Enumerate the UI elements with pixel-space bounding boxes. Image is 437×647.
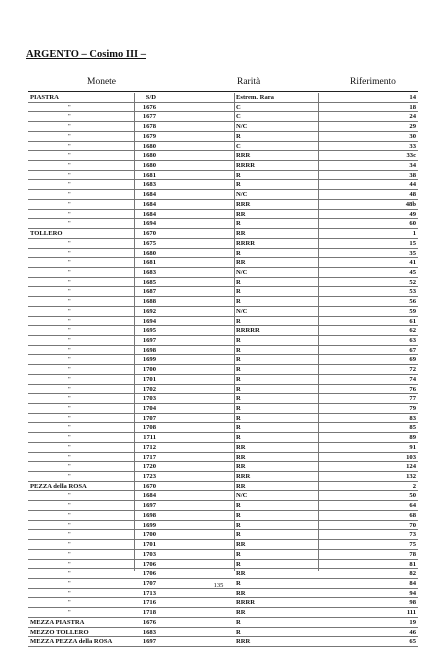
rarity-cell: R <box>236 220 241 228</box>
rarity-cell: R <box>236 579 241 587</box>
year-cell: 1712 <box>142 443 156 451</box>
reference-cell: 35 <box>409 249 416 257</box>
year-cell: 1697 <box>142 638 156 646</box>
year-cell: 1681 <box>142 171 156 179</box>
coin-name-cell: " <box>68 375 71 383</box>
rarity-cell: R <box>236 385 241 393</box>
rarity-cell: R <box>236 298 241 306</box>
table-row <box>28 200 418 210</box>
rarity-cell: R <box>236 366 241 374</box>
table-row <box>28 521 418 531</box>
rarity-cell: RR <box>236 230 246 238</box>
reference-cell: 124 <box>406 463 416 471</box>
year-cell: 1680 <box>142 142 156 150</box>
page-number: 135 <box>213 582 224 589</box>
year-cell: 1692 <box>142 307 156 315</box>
table-row <box>28 443 418 453</box>
reference-cell: 44 <box>409 181 416 189</box>
coin-name-cell: " <box>68 385 71 393</box>
coin-name-cell: " <box>68 521 71 529</box>
year-cell: 1670 <box>142 482 156 490</box>
coin-name-cell: TOLLERO <box>30 230 63 238</box>
table-row <box>28 336 418 346</box>
year-cell: 1703 <box>142 395 156 403</box>
year-cell: 1683 <box>142 181 156 189</box>
reference-cell: 63 <box>409 336 416 344</box>
reference-cell: 30 <box>409 132 416 140</box>
coin-name-cell: " <box>68 220 71 228</box>
year-cell: 1703 <box>142 550 156 558</box>
table-row <box>28 560 418 570</box>
table-row <box>28 394 418 404</box>
coin-name-cell: " <box>68 200 71 208</box>
rarity-cell: RRR <box>236 638 251 646</box>
year-cell: 1713 <box>142 589 156 597</box>
year-cell: 1702 <box>142 385 156 393</box>
rarity-cell: RR <box>236 210 246 218</box>
year-cell: 1711 <box>143 434 156 442</box>
year-cell: 1678 <box>142 123 156 131</box>
rarity-cell: RR <box>236 463 246 471</box>
coin-name-cell: " <box>68 443 71 451</box>
table-row <box>28 414 418 424</box>
table-row <box>28 355 418 365</box>
reference-cell: 52 <box>409 278 416 286</box>
reference-cell: 89 <box>409 434 416 442</box>
table-row <box>28 482 418 492</box>
reference-cell: 45 <box>409 268 416 276</box>
rarity-cell: RRRRR <box>236 327 260 335</box>
coin-name-cell: " <box>68 473 71 481</box>
rarity-cell: RR <box>236 609 246 617</box>
coin-name-cell: " <box>68 181 71 189</box>
coin-name-cell: " <box>68 405 71 412</box>
table-row <box>28 365 418 375</box>
reference-cell: 69 <box>409 356 416 364</box>
year-cell: 1697 <box>142 336 156 344</box>
reference-cell: 82 <box>409 570 416 578</box>
table-row <box>28 404 418 414</box>
table-row <box>28 210 418 220</box>
table-row <box>28 112 418 122</box>
table-row <box>28 258 418 268</box>
reference-cell: 50 <box>409 492 416 500</box>
table-row <box>28 229 418 239</box>
rarity-cell: R <box>236 560 241 568</box>
year-cell: 1716 <box>142 599 156 607</box>
coin-name-cell: " <box>68 579 71 587</box>
table-row <box>28 307 418 317</box>
rarity-cell: RRRR <box>236 599 256 607</box>
rarity-cell: N/C <box>236 268 248 276</box>
table-row <box>28 249 418 259</box>
table-row <box>28 589 418 599</box>
year-cell: 1679 <box>142 132 156 140</box>
reference-cell: 75 <box>409 541 416 549</box>
coin-name-cell: " <box>68 414 71 422</box>
coin-name-cell: PIASTRA <box>30 94 59 101</box>
rarity-cell: R <box>236 424 241 432</box>
year-cell: 1680 <box>142 152 156 160</box>
year-cell: 1701 <box>142 541 156 549</box>
coin-name-cell: " <box>68 346 71 354</box>
rarity-cell: N/C <box>236 191 248 199</box>
rarity-cell: R <box>236 618 241 626</box>
coin-name-cell: " <box>68 249 71 257</box>
header-rarita: Rarità <box>237 77 261 87</box>
reference-cell: 98 <box>409 599 416 607</box>
coin-name-cell: " <box>68 589 71 597</box>
year-cell: 1701 <box>142 375 156 383</box>
year-cell: 1698 <box>142 511 156 519</box>
rarity-cell: R <box>236 181 241 189</box>
rarity-cell: R <box>236 434 241 442</box>
rarity-cell: RR <box>236 259 246 267</box>
rarity-cell: RR <box>236 482 246 490</box>
rarity-cell: R <box>236 550 241 558</box>
table-row <box>28 297 418 307</box>
year-cell: 1694 <box>142 220 156 228</box>
reference-cell: 14 <box>409 94 416 101</box>
table-row <box>28 278 418 288</box>
table-row <box>28 317 418 327</box>
year-cell: 1684 <box>142 191 156 199</box>
coin-name-cell: " <box>68 327 71 335</box>
reference-cell: 33 <box>409 142 416 150</box>
reference-cell: 60 <box>409 220 416 228</box>
table-row <box>28 219 418 229</box>
rarity-cell: R <box>236 132 241 140</box>
coin-name-cell: " <box>68 210 71 218</box>
table-row <box>28 93 418 103</box>
coin-name-cell: " <box>68 599 71 607</box>
reference-cell: 79 <box>409 405 416 412</box>
reference-cell: 91 <box>409 443 416 451</box>
table-row <box>28 491 418 501</box>
table-row <box>28 501 418 511</box>
reference-cell: 85 <box>409 424 416 432</box>
coin-name-cell: " <box>68 162 71 170</box>
coin-name-cell: " <box>68 113 71 121</box>
coin-name-cell: " <box>68 317 71 325</box>
table-row <box>28 180 418 190</box>
rarity-cell: RRRR <box>236 162 256 170</box>
year-cell: 1706 <box>142 570 156 578</box>
reference-cell: 76 <box>409 385 416 393</box>
year-cell: 1680 <box>142 162 156 170</box>
coin-name-cell: " <box>68 531 71 539</box>
table-row <box>28 151 418 161</box>
table-row <box>28 161 418 171</box>
reference-cell: 19 <box>409 618 416 626</box>
year-cell: 1683 <box>142 268 156 276</box>
table-row <box>28 569 418 579</box>
reference-cell: 64 <box>409 502 416 510</box>
table-row <box>28 453 418 463</box>
year-cell: 1717 <box>142 453 156 461</box>
table-row <box>28 122 418 132</box>
reference-cell: 78 <box>409 550 416 558</box>
year-cell: 1680 <box>142 249 156 257</box>
reference-cell: 38 <box>409 171 416 179</box>
table-row <box>28 550 418 560</box>
coin-name-cell: " <box>68 550 71 558</box>
coin-name-cell: PEZZA della ROSA <box>30 482 87 490</box>
table-row <box>28 346 418 356</box>
coin-name-cell: " <box>68 191 71 199</box>
table-row <box>28 423 418 433</box>
year-cell: 1676 <box>142 618 156 626</box>
rarity-cell: R <box>236 521 241 529</box>
page-title: ARGENTO – Cosimo III – <box>26 49 146 60</box>
year-cell: 1683 <box>142 628 156 636</box>
coin-name-cell: MEZZO TOLLERO <box>30 628 89 636</box>
year-cell: 1699 <box>142 521 156 529</box>
rarity-cell: N/C <box>236 123 248 131</box>
rarity-cell: C <box>236 142 241 150</box>
reference-cell: 72 <box>409 366 416 374</box>
coin-name-cell: MEZZA PIASTRA <box>30 618 85 626</box>
year-cell: 1718 <box>142 609 156 617</box>
year-cell: S/D <box>145 94 156 101</box>
reference-cell: 34 <box>409 162 416 170</box>
year-cell: 1681 <box>142 259 156 267</box>
rarity-cell: R <box>236 356 241 364</box>
rarity-cell: RRR <box>236 200 251 208</box>
rarity-cell: N/C <box>236 492 248 500</box>
coin-name-cell: " <box>68 103 71 111</box>
table-row <box>28 132 418 142</box>
rarity-cell: R <box>236 502 241 510</box>
coin-name-cell: " <box>68 142 71 150</box>
coin-name-cell: " <box>68 541 71 549</box>
rarity-cell: R <box>236 288 241 296</box>
rarity-cell: R <box>236 249 241 257</box>
reference-cell: 77 <box>409 395 416 403</box>
rarity-cell: R <box>236 346 241 354</box>
rarity-cell: RR <box>236 589 246 597</box>
reference-cell: 74 <box>409 375 416 383</box>
rarity-cell: R <box>236 395 241 403</box>
coin-name-cell: " <box>68 434 71 442</box>
year-cell: 1708 <box>142 424 156 432</box>
table-row <box>28 618 418 628</box>
coin-name-cell: " <box>68 288 71 296</box>
header-riferimento: Riferimento <box>350 77 396 87</box>
coin-name-cell: " <box>68 366 71 374</box>
rarity-cell: R <box>236 511 241 519</box>
coin-name-cell: " <box>68 307 71 315</box>
rarity-cell: R <box>236 375 241 383</box>
coin-name-cell: " <box>68 152 71 160</box>
reference-cell: 29 <box>409 123 416 131</box>
coin-name-cell: " <box>68 336 71 344</box>
year-cell: 1700 <box>142 366 156 374</box>
table-row <box>28 540 418 550</box>
year-cell: 1684 <box>142 210 156 218</box>
reference-cell: 132 <box>406 473 416 481</box>
rarity-cell: C <box>236 113 241 121</box>
rarity-cell: R <box>236 531 241 539</box>
reference-cell: 94 <box>409 589 416 597</box>
year-cell: 1695 <box>142 327 156 335</box>
reference-cell: 67 <box>409 346 416 354</box>
reference-cell: 18 <box>409 103 416 111</box>
coin-name-cell: " <box>68 424 71 432</box>
coin-name-cell: " <box>68 268 71 276</box>
table-row <box>28 530 418 540</box>
table-row <box>28 608 418 618</box>
coin-name-cell: " <box>68 123 71 131</box>
coin-name-cell: " <box>68 502 71 510</box>
year-cell: 1685 <box>142 278 156 286</box>
table-row <box>28 239 418 249</box>
rarity-cell: R <box>236 171 241 179</box>
coin-name-cell: MEZZA PEZZA della ROSA <box>30 638 113 646</box>
year-cell: 1706 <box>142 560 156 568</box>
header-rule <box>28 91 418 92</box>
rarity-cell: N/C <box>236 307 248 315</box>
reference-cell: 81 <box>409 560 416 568</box>
reference-cell: 49 <box>409 210 416 218</box>
year-cell: 1723 <box>142 473 156 481</box>
reference-cell: 59 <box>409 307 416 315</box>
coin-name-cell: " <box>68 239 71 247</box>
year-cell: 1687 <box>142 288 156 296</box>
table-row <box>28 637 418 647</box>
coin-name-cell: " <box>68 511 71 519</box>
rarity-cell: Estrem. Rara <box>236 94 274 101</box>
rarity-cell: RRR <box>236 152 251 160</box>
coin-name-cell: " <box>68 492 71 500</box>
rarity-cell: RR <box>236 570 246 578</box>
coin-name-cell: " <box>68 259 71 267</box>
reference-cell: 48 <box>409 191 416 199</box>
coin-name-cell: " <box>68 560 71 568</box>
year-cell: 1699 <box>142 356 156 364</box>
table-row <box>28 190 418 200</box>
year-cell: 1675 <box>142 239 156 247</box>
reference-cell: 111 <box>406 609 416 617</box>
coin-name-cell: " <box>68 453 71 461</box>
coin-name-cell: " <box>68 171 71 179</box>
reference-cell: 68 <box>409 511 416 519</box>
rarity-cell: RR <box>236 443 246 451</box>
year-cell: 1720 <box>142 463 156 471</box>
reference-cell: 41 <box>409 259 416 267</box>
year-cell: 1707 <box>142 414 156 422</box>
table-row <box>28 628 418 638</box>
table-row <box>28 103 418 113</box>
reference-cell: 61 <box>409 317 416 325</box>
table-row <box>28 511 418 521</box>
year-cell: 1704 <box>142 405 156 412</box>
reference-cell: 56 <box>409 298 416 306</box>
coin-name-cell: " <box>68 570 71 578</box>
coin-table <box>28 93 418 647</box>
reference-cell: 70 <box>409 521 416 529</box>
table-row <box>28 287 418 297</box>
reference-cell: 84 <box>409 579 416 587</box>
coin-name-cell: " <box>68 463 71 471</box>
rarity-cell: R <box>236 405 241 412</box>
reference-cell: 48b <box>405 200 416 208</box>
coin-name-cell: " <box>68 298 71 306</box>
table-row <box>28 142 418 152</box>
year-cell: 1670 <box>142 230 156 238</box>
coin-name-cell: " <box>68 278 71 286</box>
coin-name-cell: " <box>68 609 71 617</box>
reference-cell: 62 <box>409 327 416 335</box>
reference-cell: 24 <box>409 113 416 121</box>
reference-cell: 15 <box>409 239 416 247</box>
reference-cell: 2 <box>412 482 416 490</box>
rarity-cell: RRR <box>236 473 251 481</box>
rarity-cell: RR <box>236 541 246 549</box>
year-cell: 1684 <box>142 200 156 208</box>
reference-cell: 73 <box>409 531 416 539</box>
year-cell: 1700 <box>142 531 156 539</box>
reference-cell: 53 <box>409 288 416 296</box>
year-cell: 1688 <box>142 298 156 306</box>
reference-cell: 103 <box>406 453 416 461</box>
table-row <box>28 171 418 181</box>
rarity-cell: RR <box>236 453 246 461</box>
reference-cell: 1 <box>412 230 416 238</box>
year-cell: 1698 <box>142 346 156 354</box>
table-row <box>28 462 418 472</box>
year-cell: 1677 <box>142 113 156 121</box>
rarity-cell: R <box>236 336 241 344</box>
year-cell: 1697 <box>142 502 156 510</box>
coin-name-cell: " <box>68 356 71 364</box>
table-row <box>28 433 418 443</box>
rarity-cell: R <box>236 414 241 422</box>
year-cell: 1684 <box>142 492 156 500</box>
table-row <box>28 385 418 395</box>
rarity-cell: C <box>236 103 241 111</box>
table-row <box>28 375 418 385</box>
coin-name-cell: " <box>68 132 71 140</box>
coin-name-cell: " <box>68 395 71 403</box>
header-monete: Monete <box>87 77 117 87</box>
reference-cell: 65 <box>409 638 416 646</box>
table-row <box>28 326 418 336</box>
rarity-cell: RRRR <box>236 239 256 247</box>
reference-cell: 46 <box>409 628 416 636</box>
reference-cell: 33c <box>406 152 416 160</box>
rarity-cell: R <box>236 628 241 636</box>
table-row <box>28 268 418 278</box>
year-cell: 1694 <box>142 317 156 325</box>
rarity-cell: R <box>236 278 241 286</box>
table-row <box>28 472 418 482</box>
rarity-cell: R <box>236 317 241 325</box>
year-cell: 1707 <box>142 579 156 587</box>
year-cell: 1676 <box>142 103 156 111</box>
reference-cell: 83 <box>409 414 416 422</box>
